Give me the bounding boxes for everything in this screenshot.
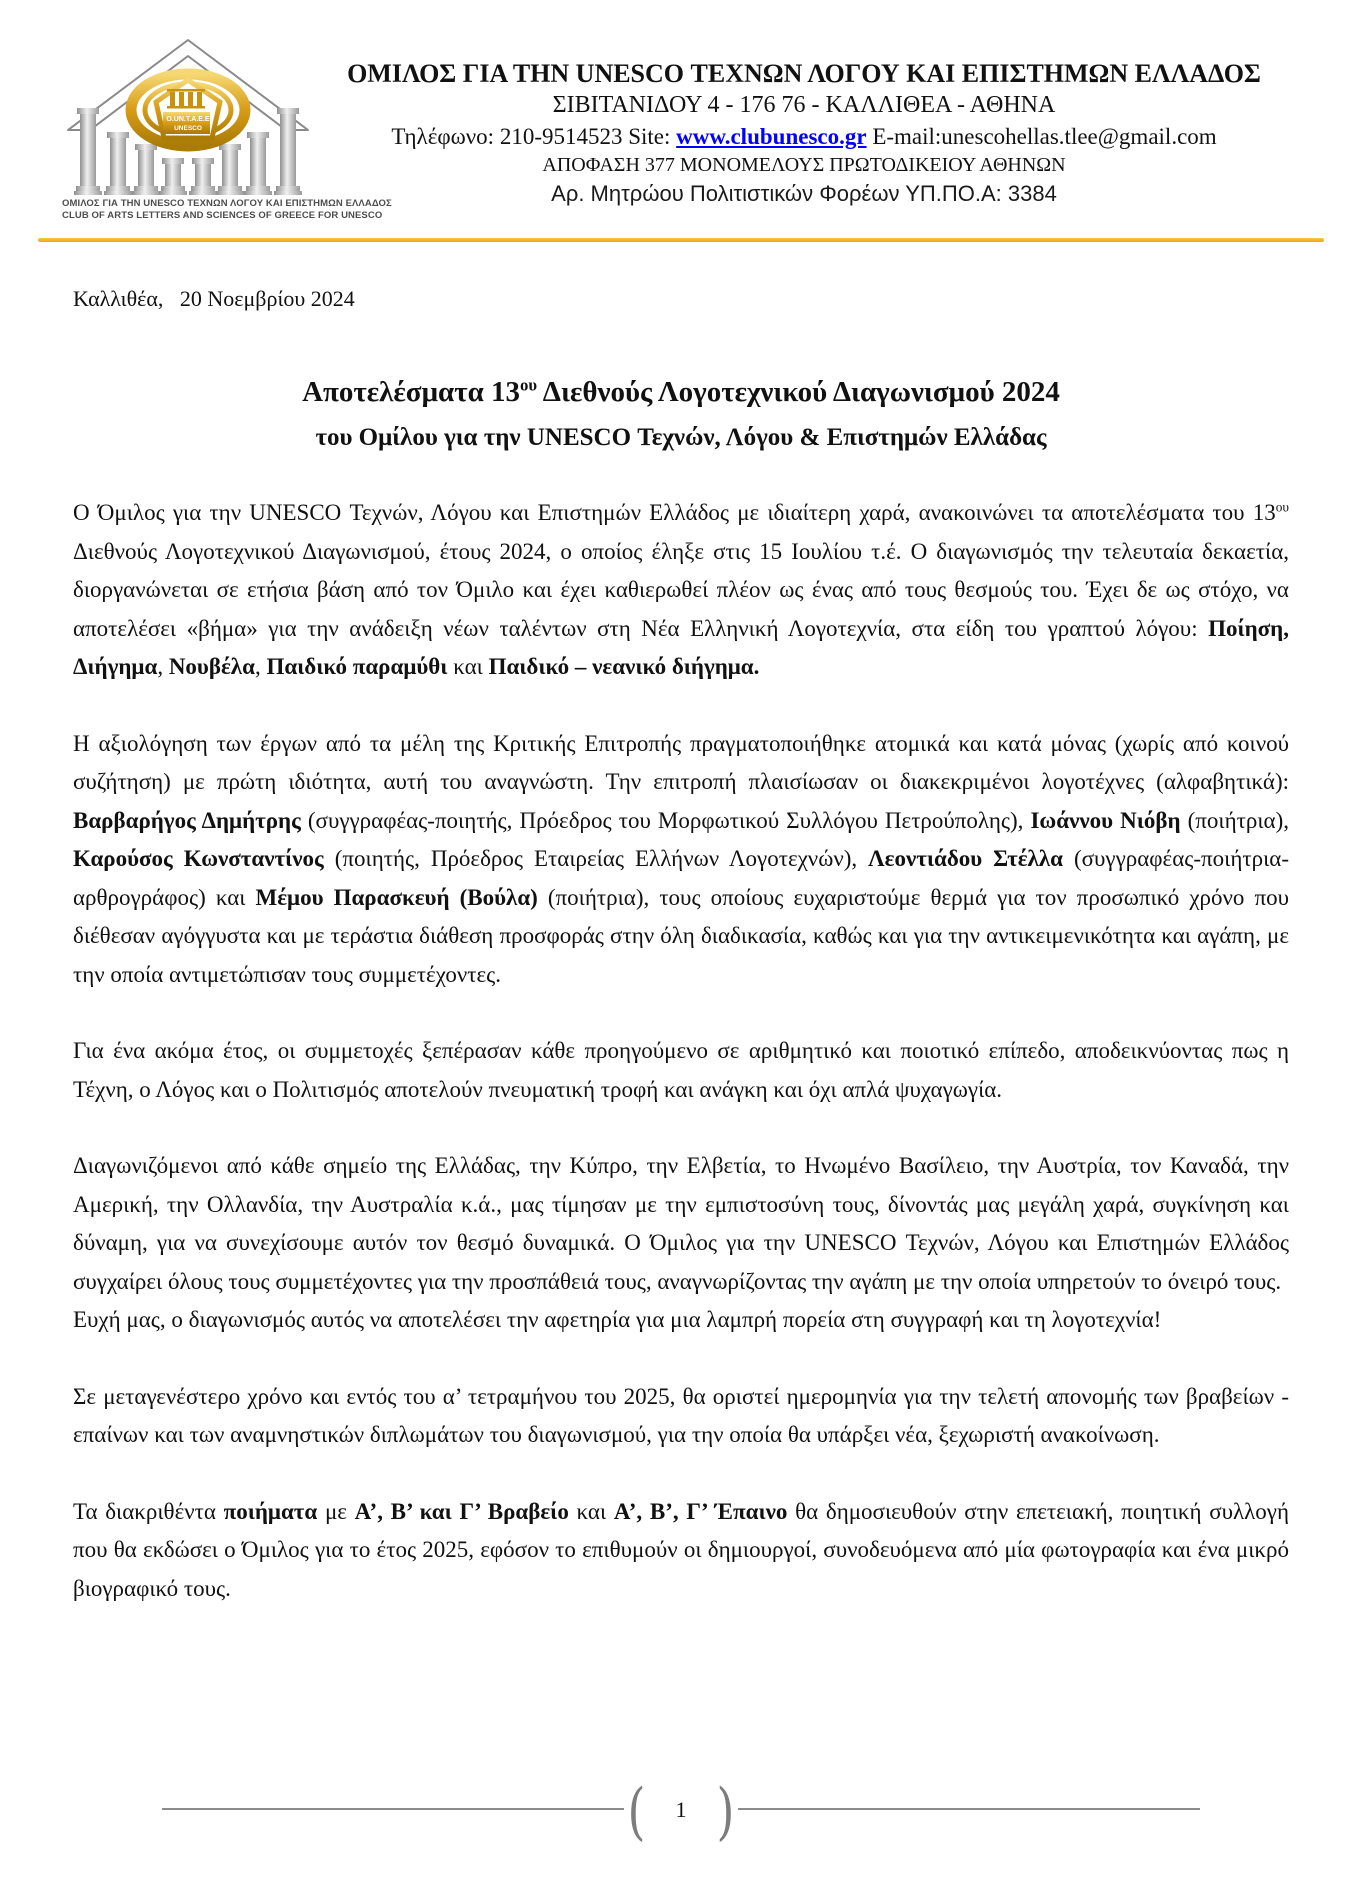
emblem-unesco-label: UNESCO: [174, 125, 202, 132]
org-name: ΟΜΙΛΟΣ ΓΙΑ ΤΗΝ UNESCO ΤΕΧΝΩΝ ΛΟΓΟΥ ΚΑΙ ΕΠΙΣΤΗΜΩΝ ΕΛΛΑΔΟΣ: [347, 59, 1261, 88]
paragraph-anthology-publication: Τα διακριθέντα ποιήματα με Α’, Β’ και Γ’ Βραβείο και Α’, Β’, Γ’ Έπαινο θα δημοσιευθούν στην επετειακή, ποιητική συλλογή που θα εκδώσει ο Όμιλος για το έτος 2025, εφόσον το επιθυμούν οι δημιουργοί, συνοδευόμενα από μία φωτογραφία και ένα μικρό βιογραφικό τους.: [73, 1498, 1289, 1601]
letter-body: [0, 286, 1362, 1608]
letterhead: [0, 0, 1362, 222]
website-link[interactable]: www.clubunesco.gr: [676, 124, 867, 149]
unesco-gold-emblem: [131, 74, 245, 146]
registry-number-line: Αρ. Μητρώου Πολιτιστικών Φορέων ΥΠ.ΠΟ.Α: 3384: [551, 181, 1057, 206]
document-title: Αποτελέσματα $13^{o\upsilon}$ Διεθνούς Λογοτεχνικού Διαγωνισμού 2024: [302, 375, 1060, 408]
paragraph-results-intro: Ο Όμιλος για την UNESCO Τεχνών, Λόγου και Επιστημών Ελλάδος με ιδιαίτερη χαρά, ανακοινώνει τα αποτελέσματα του $13^{o\upsilon}$ Διεθνούς Λογοτεχνικού Διαγωνισμού, έτους 2024, ο οποίος έληξε στις 15 Ιουλίου τ.έ. Ο διαγωνισμός την τελευταία δεκαετία, διοργανώνεται σε ετήσια βάση από τον Όμιλο και έχει καθιερωθεί πλέον ως ένας από τους θεσμούς του. Έχει δε ως στόχο, να αποτελέσει «βήμα» για την ανάδειξη νέων ταλέντων στη Νέα Ελληνική Λογοτεχνία, στα είδη του γραπτού λόγου: Ποίηση, Διήγημα, Νουβέλα, Παιδικό παραμύθι και Παιδικό – νεανικό διήγημα.: [73, 499, 1289, 679]
date-line: Καλλιθέα, 20 Νοεμβρίου 2024: [73, 286, 355, 311]
gold-divider: [38, 238, 1324, 242]
footer-rule-right: [738, 1808, 1200, 1811]
document-subtitle: του Ομίλου για την UNESCO Τεχνών, Λόγου & Επιστημών Ελλάδας: [315, 424, 1047, 451]
temple-logo-graphic: [62, 36, 314, 198]
logo-caption-english: CLUB OF ARTS LETTERS AND SCIENCES OF GREECE FOR UNESCO: [62, 210, 383, 221]
paragraph-contestants-countries: Διαγωνιζόμενοι από κάθε σημείο της Ελλάδας, την Κύπρο, την Ελβετία, το Ηνωμένο Βασίλειο, την Αυστρία, τον Καναδά, την Αμερική, την Ολλανδία, την Αυστραλία κ.ά., μας τίμησαν με την εμπιστοσύνη τους, δίνοντάς μας μεγάλη χαρά, συγκίνηση και δύναμη, για να συνεχίσουμε αυτόν τον θεσμό δυναμικά. Ο Όμιλος για την UNESCO Τεχνών, Λόγου και Επιστημών Ελλάδος συγχαίρει όλους τους συμμετέχοντες για την προσπάθειά τους, αναγνωρίζοντας την αγάπη με την οποία υπηρετούν το όνειρό τους. Ευχή μας, ο διαγωνισμός αυτός να αποτελέσει την αφετηρία για μια λαμπρή πορεία στη συγγραφή και τη λογοτεχνία!: [73, 1153, 1289, 1332]
logo-caption-greek: ΟΜΙΛΟΣ ΓΙΑ ΤΗΝ UNESCO ΤΕΧΝΩΝ ΛΟΓΟΥ ΚΑΙ ΕΠΙΣΤΗΜΩΝ ΕΛΛΑΔΟΣ: [62, 198, 392, 209]
emblem-acronym: O.UN.T.A.E.E: [166, 116, 210, 123]
letterhead-text: [314, 58, 1312, 208]
org-contact-line: [314, 121, 1294, 152]
email-label: E-mail:unescohellas.tlee@gmail.com: [866, 124, 1217, 149]
paragraph-jury: Η αξιολόγηση των έργων από τα μέλη της Κριτικής Επιτροπής πραγματοποιήθηκε ατομικά και κατά μόνας (χωρίς από κοινού συζήτηση) με πρώτη ιδιότητα, αυτή του αναγνώστη. Την επιτροπή πλαισίωσαν οι διακεκριμένοι λογοτέχνες (αλφαβητικά): Βαρβαρήγος Δημήτρης (συγγραφέας-ποιητής, Πρόεδρος του Μορφωτικού Συλλόγου Πετρούπολης), Ιωάννου Νιόβη (ποιήτρια), Καρούσος Κωνσταντίνος (ποιητής, Πρόεδρος Εταιρείας Ελλήνων Λογοτεχνών), Λεοντιάδου Στέλλα (συγγραφέας-ποιήτρια-αρθρογράφος) και Μέμου Παρασκευή (Βούλα) (ποιήτρια), τους οποίους ευχαριστούμε θερμά για τον προσωπικό χρόνο που διέθεσαν αγόγγυστα και με τεράστια διάθεση προσφοράς στην όλη διαδικασία, καθώς και για την αντικειμενικότητα και αγάπη, με την οποία αντιμετώπισαν τους συμμετέχοντες.: [73, 730, 1289, 987]
org-address: ΣΙΒΙΤΑΝΙΔΟΥ 4 - 176 76 - ΚΑΛΛΙΘΕΑ - ΑΘΗΝΑ: [552, 92, 1056, 118]
page-footer: ( 1 ): [162, 1796, 1200, 1822]
court-decision-line: ΑΠΟΦΑΣΗ 377 ΜΟΝΟΜΕΛΟΥΣ ΠΡΩΤΟΔΙΚΕΙΟΥ ΑΘΗΝΩΝ: [542, 154, 1066, 176]
phone-label: Τηλέφωνο: 210-9514523 Site:: [391, 124, 677, 149]
paragraph-participation-level: Για ένα ακόμα έτος, οι συμμετοχές ξεπέρασαν κάθε προηγούμενο σε αριθμητικό και ποιοτικό επίπεδο, αποδεικνύοντας πως η Τέχνη, ο Λόγος και ο Πολιτισμός αποτελούν πνευματική τροφή και ανάγκη και όχι απλά ψυχαγωγία.: [73, 1038, 1289, 1102]
footer-rule-left: [162, 1808, 624, 1811]
paragraph-award-ceremony: Σε μεταγενέστερο χρόνο και εντός του α’ τετραμήνου του 2025, θα οριστεί ημερομηνία για την τελετή απονομής των βραβείων - επαίνων και των αναμνηστικών διπλωμάτων του διαγωνισμού, για την οποία θα υπάρξει νέα, ξεχωριστή ανακοίνωση.: [73, 1383, 1289, 1447]
page-number: 1: [675, 1797, 687, 1822]
org-logo: [62, 36, 392, 222]
